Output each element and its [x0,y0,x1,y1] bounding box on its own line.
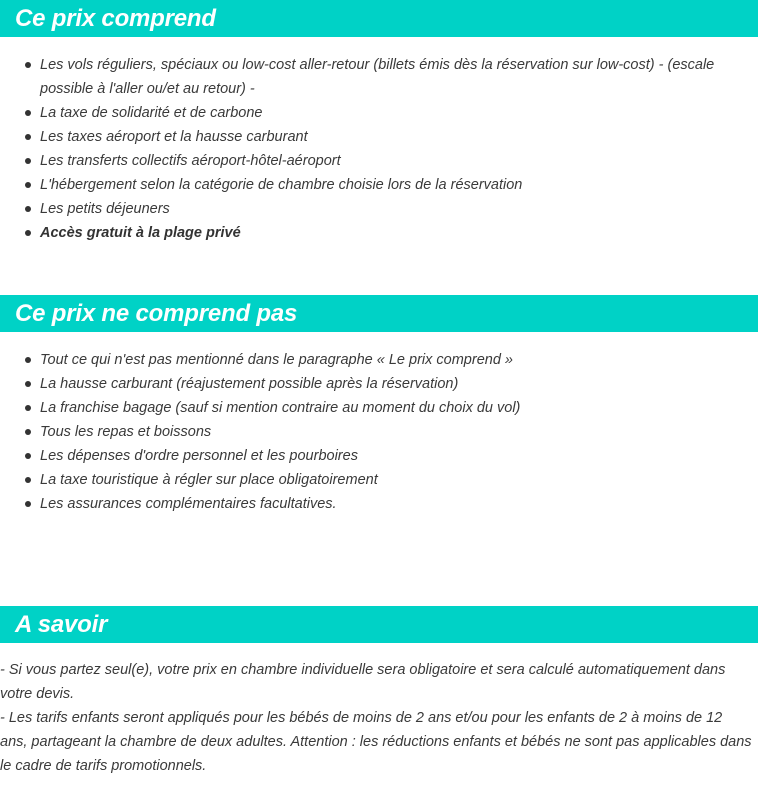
list-item: La taxe touristique à régler sur place obligatoirement [0,468,758,492]
list-item: L'hébergement selon la catégorie de chambre choisie lors de la réservation [0,173,758,197]
list-item: Les taxes aéroport et la hausse carburant [0,125,758,149]
list-item: La franchise bagage (sauf si mention contraire au moment du choix du vol) [0,396,758,420]
a-savoir-paragraph: - Si vous partez seul(e), votre prix en chambre individuelle sera obligatoire et sera calculé automatiquement dans votre devis. [0,662,726,702]
list-item: Les transferts collectifs aéroport-hôtel-aéroport [0,149,758,173]
a-savoir-paragraph: - Les tarifs enfants seront appliqués pour les bébés de moins de 2 ans et/ou pour les enfants de 2 à moins de 12 ans, partageant la chambre de deux adultes. Attention : les réductions enfants et bébés ne sont pas applicables dans le cadre de tarifs promotionnels. [0,710,752,774]
list-item: Tous les repas et boissons [0,420,758,444]
section-header-comprend [0,0,758,37]
bullet-icon [25,501,31,507]
bullet-icon [25,477,31,483]
section-title-comprend: Ce prix comprend [15,4,216,32]
bullet-icon [25,182,31,188]
bullet-icon [25,206,31,212]
section-title-ne-comprend-pas: Ce prix ne comprend pas [15,299,298,327]
bullet-icon [25,381,31,387]
list-item-highlight: Accès gratuit à la plage privé [0,221,758,245]
bullet-icon [25,429,31,435]
list-item: Les petits déjeuners [0,197,758,221]
section-title-a-savoir: A savoir [15,610,108,638]
list-item: Les assurances complémentaires facultatives. [0,492,758,516]
bullet-icon [25,158,31,164]
list-item: Les vols réguliers, spéciaux ou low-cost aller-retour (billets émis dès la réservation sur low-cost) - (escale possible à l'aller ou/et au retour) - [0,53,758,101]
a-savoir-text [0,658,752,778]
bullet-icon [25,110,31,116]
bullet-icon [25,134,31,140]
excluded-list [0,348,758,516]
bullet-icon [25,405,31,411]
included-list [0,53,758,245]
list-item: Tout ce qui n'est pas mentionné dans le paragraphe « Le prix comprend » [0,348,758,372]
bullet-icon [25,453,31,459]
section-header-ne-comprend-pas [0,295,758,332]
bullet-icon [25,230,31,236]
bullet-icon [25,357,31,363]
section-header-a-savoir [0,606,758,643]
list-item: La hausse carburant (réajustement possible après la réservation) [0,372,758,396]
bullet-icon [25,62,31,68]
list-item: Les dépenses d'ordre personnel et les pourboires [0,444,758,468]
list-item: La taxe de solidarité et de carbone [0,101,758,125]
